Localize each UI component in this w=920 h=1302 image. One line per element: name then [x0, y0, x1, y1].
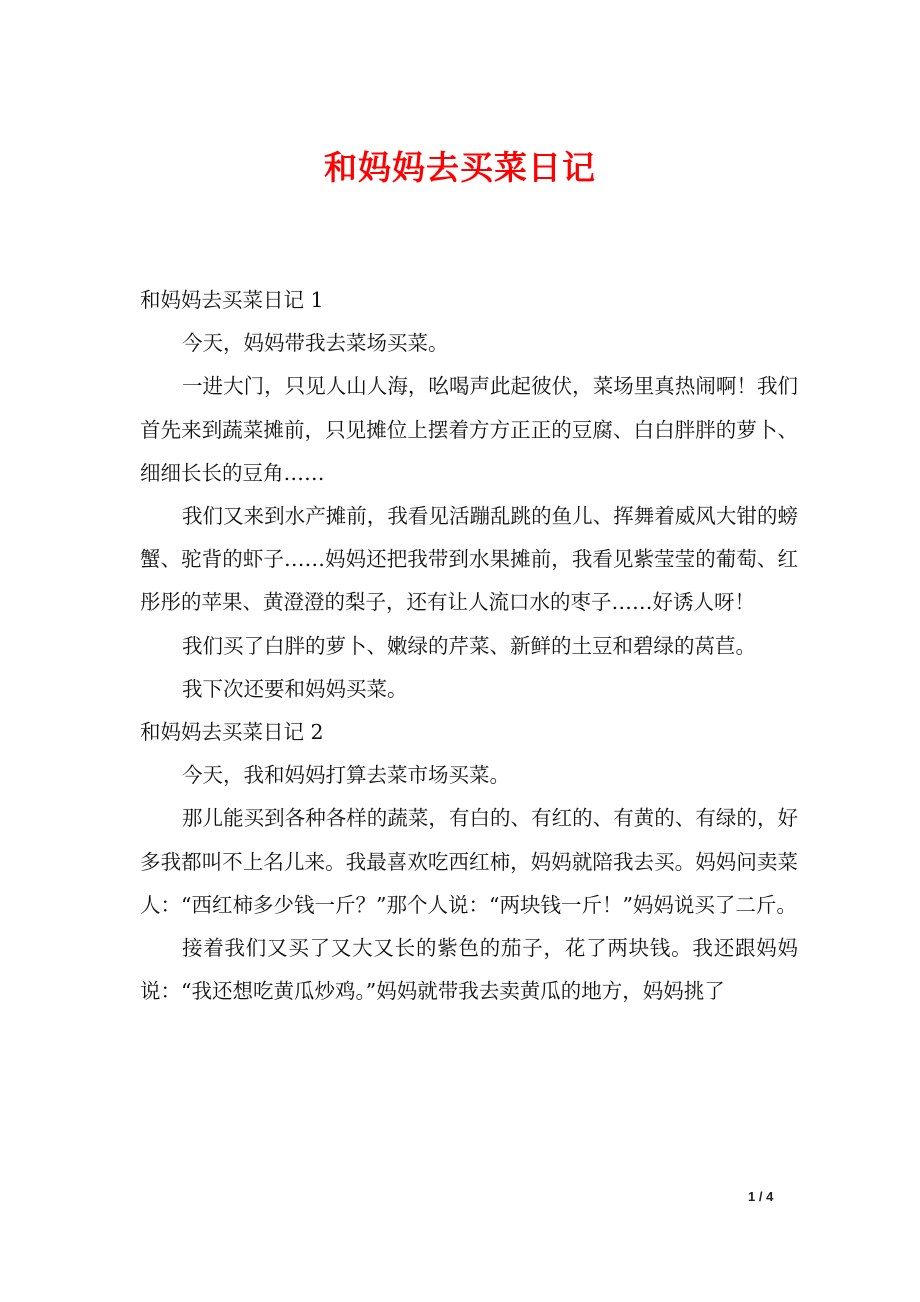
paragraph: 我下次还要和妈妈买菜。	[182, 676, 408, 701]
section-heading-1: 和妈妈去买菜日记 1	[140, 288, 324, 312]
paragraph: 一进大门，只见人山人海，吆喝声此起彼伏，菜场里真热闹啊！我们首先来到蔬菜摊前，只见摊位上摆着方方正正的豆腐、白白胖胖的萝卜、细细长长的豆角……	[140, 374, 798, 485]
paragraph: 今天，我和妈妈打算去菜市场买菜。	[182, 763, 510, 788]
paragraph: 我们买了白胖的萝卜、嫩绿的芹菜、新鲜的土豆和碧绿的莴苣。	[182, 633, 756, 658]
paragraph: 我们又来到水产摊前，我看见活蹦乱跳的鱼儿、挥舞着威风大钳的螃蟹、驼背的虾子……妈妈还把我带到水果摊前，我看见紫莹莹的葡萄、红彤彤的苹果、黄澄澄的梨子，还有让人流口水的枣子……好诱人呀！	[140, 504, 798, 615]
paragraph: 接着我们又买了又大又长的紫色的茄子，花了两块钱。我还跟妈妈说：“我还想吃黄瓜炒鸡。”妈妈就带我去卖黄瓜的地方，妈妈挑了	[140, 936, 798, 1004]
paragraph: 那儿能买到各种各样的蔬菜，有白的、有红的、有黄的、有绿的，好多我都叫不上名儿来。我最喜欢吃西红柿，妈妈就陪我去买。妈妈问卖菜人：“西红柿多少钱一斤？”那个人说：“两块钱一斤！”妈妈说买了二斤。	[140, 806, 798, 917]
section-heading-2: 和妈妈去买菜日记 2	[140, 720, 324, 745]
document-body	[140, 279, 798, 1013]
document-title: 和妈妈去买菜日记	[324, 148, 596, 187]
page-indicator: 1 / 4	[748, 1189, 774, 1204]
paragraph: 今天，妈妈带我去菜场买菜。	[182, 331, 449, 356]
